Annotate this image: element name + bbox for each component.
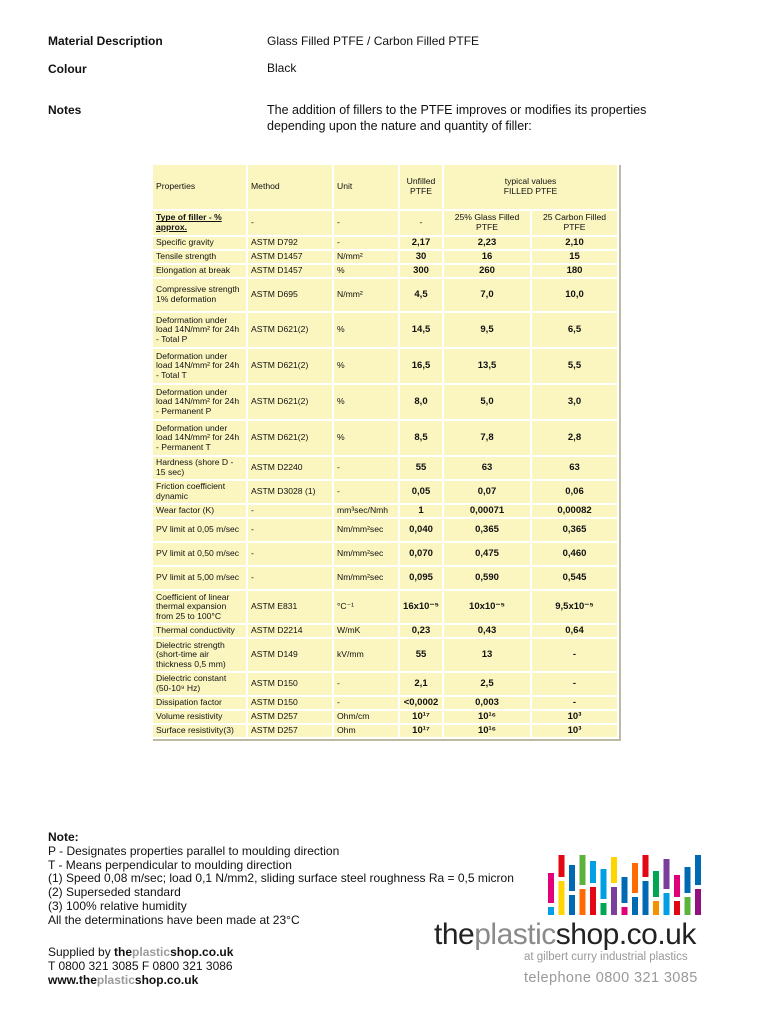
carbon-filled-value-cell: 10³ (531, 724, 618, 738)
glass-filled-value-cell: 16 (443, 250, 531, 264)
property-cell: PV limit at 0,50 m/sec (152, 542, 247, 566)
carbon-filled-value-cell: 2,10 (531, 236, 618, 250)
brand-logo (434, 918, 696, 952)
logo-bar (674, 901, 680, 915)
brand-rest: shop.co.uk (555, 918, 696, 951)
unit-cell: % (333, 384, 399, 420)
carbon-filled-value-cell: 3,0 (531, 384, 618, 420)
logo-bar (664, 893, 670, 915)
unfilled-value-cell: 0,095 (399, 566, 443, 590)
table-subheader-row (152, 210, 618, 236)
supplier-name-rest: shop.co.uk (170, 945, 234, 959)
logo-bar (590, 887, 596, 915)
unfilled-value-cell: 30 (399, 250, 443, 264)
carbon-filled-value-cell: 0,545 (531, 566, 618, 590)
unit-cell: Ohm (333, 724, 399, 738)
table-row (152, 420, 618, 456)
method-cell: - (247, 542, 333, 566)
unfilled-value-cell: 14,5 (399, 312, 443, 348)
carbon-filled-value-cell: 63 (531, 456, 618, 480)
property-cell: Coefficient of linear thermal expansion from 25 to 100°C (152, 590, 247, 624)
method-cell: ASTM D1457 (247, 250, 333, 264)
glass-filled-value-cell: 0,43 (443, 624, 531, 638)
carbon-filled-value-cell: 15 (531, 250, 618, 264)
unfilled-value-cell: 8,5 (399, 420, 443, 456)
glass-filled-value-cell: 7,8 (443, 420, 531, 456)
glass-filled-value-cell: 5,0 (443, 384, 531, 420)
header-filled-label: FILLED PTFE (503, 186, 558, 196)
header-typical-label: typical values (504, 176, 557, 187)
logo-bar (622, 877, 628, 903)
method-cell: - (247, 566, 333, 590)
header-unfilled: Unfilled PTFE (399, 164, 443, 210)
logo-bars-icon (548, 855, 708, 922)
carbon-filled-value-cell: 2,8 (531, 420, 618, 456)
table-row (152, 696, 618, 710)
supplier-name-the: the (114, 945, 133, 959)
supplier-name-plastic: plastic (132, 945, 171, 959)
table-row (152, 566, 618, 590)
subheader-carbon: 25 Carbon Filled PTFE (531, 210, 618, 236)
property-cell: PV limit at 5,00 m/sec (152, 566, 247, 590)
unit-cell: kV/mm (333, 638, 399, 672)
table-row (152, 456, 618, 480)
logo-bar (601, 903, 607, 915)
carbon-filled-value-cell: - (531, 638, 618, 672)
carbon-filled-value-cell: - (531, 672, 618, 696)
glass-filled-value-cell: 9,5 (443, 312, 531, 348)
footnote-line: (1) Speed 0,08 m/sec; load 0,1 N/mm2, sliding surface steel roughness Ra = 0,5 micron (48, 871, 514, 886)
method-cell: - (247, 518, 333, 542)
supplier-block (48, 946, 233, 987)
method-cell: ASTM D621(2) (247, 420, 333, 456)
unit-cell: mm³sec/Nmh (333, 504, 399, 518)
glass-filled-value-cell: 2,23 (443, 236, 531, 250)
header-typical-values (443, 164, 618, 210)
unit-cell: % (333, 312, 399, 348)
glass-filled-value-cell: 0,590 (443, 566, 531, 590)
unit-cell: Nm/mm²sec (333, 542, 399, 566)
logo-bar (601, 869, 607, 899)
brand-tagline: at gilbert curry industrial plastics (524, 951, 688, 963)
unfilled-value-cell: 2,1 (399, 672, 443, 696)
glass-filled-value-cell: 0,475 (443, 542, 531, 566)
method-cell: ASTM D2240 (247, 456, 333, 480)
header-method: Method (247, 164, 333, 210)
logo-bar (569, 895, 575, 915)
footnote-line: (3) 100% relative humidity (48, 898, 187, 913)
logo-bar (632, 863, 638, 893)
glass-filled-value-cell: 13,5 (443, 348, 531, 384)
logo-bar (643, 855, 649, 877)
unfilled-value-cell: 0,05 (399, 480, 443, 504)
header-unit: Unit (333, 164, 399, 210)
logo-bar (590, 861, 596, 883)
table-row (152, 518, 618, 542)
logo-bar (664, 859, 670, 889)
logo-bar (559, 881, 565, 915)
material-description-label: Material Description (48, 34, 163, 48)
method-cell: ASTM D2214 (247, 624, 333, 638)
unit-cell: % (333, 348, 399, 384)
property-cell: Deformation under load 14N/mm² for 24h - Total P (152, 312, 247, 348)
unfilled-value-cell: 16x10⁻⁵ (399, 590, 443, 624)
unit-cell: - (333, 456, 399, 480)
logo-bar (685, 867, 691, 893)
carbon-filled-value-cell: 5,5 (531, 348, 618, 384)
carbon-filled-value-cell: - (531, 696, 618, 710)
logo-bar (580, 855, 586, 885)
unfilled-value-cell: <0,0002 (399, 696, 443, 710)
property-cell: Deformation under load 14N/mm² for 24h - Permanent T (152, 420, 247, 456)
unfilled-value-cell: 0,070 (399, 542, 443, 566)
glass-filled-value-cell: 0,365 (443, 518, 531, 542)
table-row (152, 278, 618, 312)
unit-cell: N/mm² (333, 278, 399, 312)
footnote-line: (2) Superseded standard (48, 885, 181, 900)
unfilled-value-cell: 1 (399, 504, 443, 518)
glass-filled-value-cell: 7,0 (443, 278, 531, 312)
web-rest: shop.co.uk (134, 972, 199, 987)
subheader-unfilled: - (399, 210, 443, 236)
colour-value: Black (267, 61, 297, 75)
unfilled-value-cell: 55 (399, 638, 443, 672)
brand-the: the (434, 918, 475, 951)
method-cell: - (247, 504, 333, 518)
logo-bar (674, 875, 680, 897)
carbon-filled-value-cell: 0,06 (531, 480, 618, 504)
unit-cell: % (333, 264, 399, 278)
carbon-filled-value-cell: 0,365 (531, 518, 618, 542)
notes-value: The addition of fillers to the PTFE improves or modifies its properties depending upon the nature and quantity of filler: (267, 103, 647, 133)
unfilled-value-cell: 8,0 (399, 384, 443, 420)
property-cell: Dielectric constant (50-10⁹ Hz) (152, 672, 247, 696)
logo-bar (611, 857, 617, 883)
table-row (152, 348, 618, 384)
unit-cell: Nm/mm²sec (333, 518, 399, 542)
glass-filled-value-cell: 0,00071 (443, 504, 531, 518)
logo-bar (653, 901, 659, 915)
glass-filled-value-cell: 0,07 (443, 480, 531, 504)
unfilled-value-cell: 55 (399, 456, 443, 480)
carbon-filled-value-cell: 6,5 (531, 312, 618, 348)
glass-filled-value-cell: 0,003 (443, 696, 531, 710)
logo-bar (548, 907, 554, 915)
logo-bar (643, 881, 649, 915)
method-cell: ASTM D149 (247, 638, 333, 672)
property-cell: Thermal conductivity (152, 624, 247, 638)
colour-label: Colour (48, 62, 87, 76)
property-cell: Deformation under load 14N/mm² for 24h - Permanent P (152, 384, 247, 420)
table-row (152, 724, 618, 738)
material-description-value: Glass Filled PTFE / Carbon Filled PTFE (267, 34, 480, 48)
unit-cell: - (333, 696, 399, 710)
footnote-line: All the determinations have been made at 23°C (48, 912, 300, 927)
property-cell: Surface resistivity(3) (152, 724, 247, 738)
glass-filled-value-cell: 13 (443, 638, 531, 672)
property-cell: Volume resistivity (152, 710, 247, 724)
brand-telephone: telephone 0800 321 3085 (524, 970, 698, 986)
subheader-method: - (247, 210, 333, 236)
logo-bar (695, 889, 701, 915)
subheader-type-of-filler: Type of filler - % approx. (152, 210, 247, 236)
logo-bar (695, 855, 701, 885)
unit-cell: Nm/mm²sec (333, 566, 399, 590)
footnote-title: Note: (48, 830, 79, 844)
method-cell: ASTM D257 (247, 710, 333, 724)
glass-filled-value-cell: 10¹⁶ (443, 710, 531, 724)
carbon-filled-value-cell: 10,0 (531, 278, 618, 312)
table-row (152, 264, 618, 278)
property-cell: Elongation at break (152, 264, 247, 278)
web-plastic: plastic (96, 972, 135, 987)
unfilled-value-cell: 16,5 (399, 348, 443, 384)
property-cell: Tensile strength (152, 250, 247, 264)
unit-cell: N/mm² (333, 250, 399, 264)
logo-bar (569, 865, 575, 891)
method-cell: ASTM D621(2) (247, 348, 333, 384)
supplied-by (48, 946, 233, 960)
unit-cell: % (333, 420, 399, 456)
table-header-row (152, 164, 618, 210)
property-cell: Wear factor (K) (152, 504, 247, 518)
glass-filled-value-cell: 63 (443, 456, 531, 480)
logo-bar (632, 897, 638, 915)
table-row (152, 480, 618, 504)
logo-bar (685, 897, 691, 915)
property-cell: Deformation under load 14N/mm² for 24h - Total T (152, 348, 247, 384)
glass-filled-value-cell: 260 (443, 264, 531, 278)
properties-table (151, 163, 619, 739)
method-cell: ASTM D792 (247, 236, 333, 250)
property-cell: Friction coefficient dynamic (152, 480, 247, 504)
method-cell: ASTM D150 (247, 696, 333, 710)
footnote-line: T - Means perpendicular to moulding direction (48, 857, 292, 872)
logo-bar (653, 871, 659, 897)
table-row (152, 590, 618, 624)
unit-cell: - (333, 236, 399, 250)
property-cell: Dissipation factor (152, 696, 247, 710)
logo-bar (580, 889, 586, 915)
logo-bar (611, 887, 617, 915)
unfilled-value-cell: 10¹⁷ (399, 710, 443, 724)
unit-cell: °C⁻¹ (333, 590, 399, 624)
logo-bar (559, 855, 565, 877)
property-cell: Compressive strength 1% deformation (152, 278, 247, 312)
unit-cell: W/mK (333, 624, 399, 638)
table-row (152, 236, 618, 250)
carbon-filled-value-cell: 0,460 (531, 542, 618, 566)
property-cell: PV limit at 0,05 m/sec (152, 518, 247, 542)
footnote-line: P - Designates properties parallel to moulding direction (48, 843, 340, 858)
unit-cell: Ohm/cm (333, 710, 399, 724)
unfilled-value-cell: 2,17 (399, 236, 443, 250)
method-cell: ASTM D3028 (1) (247, 480, 333, 504)
method-cell: ASTM D1457 (247, 264, 333, 278)
supplied-by-prefix: Supplied by (48, 945, 115, 959)
supplier-website-link[interactable] (48, 974, 233, 988)
brand-plastic: plastic (474, 918, 556, 951)
property-cell: Hardness (shore D - 15 sec) (152, 456, 247, 480)
unfilled-value-cell: 0,040 (399, 518, 443, 542)
method-cell: ASTM E831 (247, 590, 333, 624)
unfilled-value-cell: 0,23 (399, 624, 443, 638)
carbon-filled-value-cell: 10³ (531, 710, 618, 724)
table-row (152, 542, 618, 566)
table-row (152, 638, 618, 672)
unfilled-value-cell: 4,5 (399, 278, 443, 312)
subheader-unit: - (333, 210, 399, 236)
carbon-filled-value-cell: 0,00082 (531, 504, 618, 518)
unfilled-value-cell: 10¹⁷ (399, 724, 443, 738)
unfilled-value-cell: 300 (399, 264, 443, 278)
unit-cell: - (333, 480, 399, 504)
glass-filled-value-cell: 10x10⁻⁵ (443, 590, 531, 624)
logo-bar (548, 873, 554, 903)
supplier-phone: T 0800 321 3085 F 0800 321 3086 (48, 958, 233, 973)
web-www: www.the (48, 972, 97, 987)
logo-bar (622, 907, 628, 915)
method-cell: ASTM D621(2) (247, 384, 333, 420)
glass-filled-value-cell: 2,5 (443, 672, 531, 696)
method-cell: ASTM D621(2) (247, 312, 333, 348)
carbon-filled-value-cell: 0,64 (531, 624, 618, 638)
glass-filled-value-cell: 10¹⁶ (443, 724, 531, 738)
table-row (152, 384, 618, 420)
table-row (152, 250, 618, 264)
footnotes (48, 831, 514, 928)
table-row (152, 504, 618, 518)
property-cell: Specific gravity (152, 236, 247, 250)
method-cell: ASTM D257 (247, 724, 333, 738)
header-properties: Properties (152, 164, 247, 210)
method-cell: ASTM D695 (247, 278, 333, 312)
table-row (152, 710, 618, 724)
table-row (152, 624, 618, 638)
carbon-filled-value-cell: 9,5x10⁻⁵ (531, 590, 618, 624)
notes-label: Notes (48, 103, 82, 117)
unit-cell: - (333, 672, 399, 696)
method-cell: ASTM D150 (247, 672, 333, 696)
carbon-filled-value-cell: 180 (531, 264, 618, 278)
table-row (152, 672, 618, 696)
property-cell: Dielectric strength (short-time air thickness 0,5 mm) (152, 638, 247, 672)
subheader-glass: 25% Glass Filled PTFE (443, 210, 531, 236)
table-row (152, 312, 618, 348)
